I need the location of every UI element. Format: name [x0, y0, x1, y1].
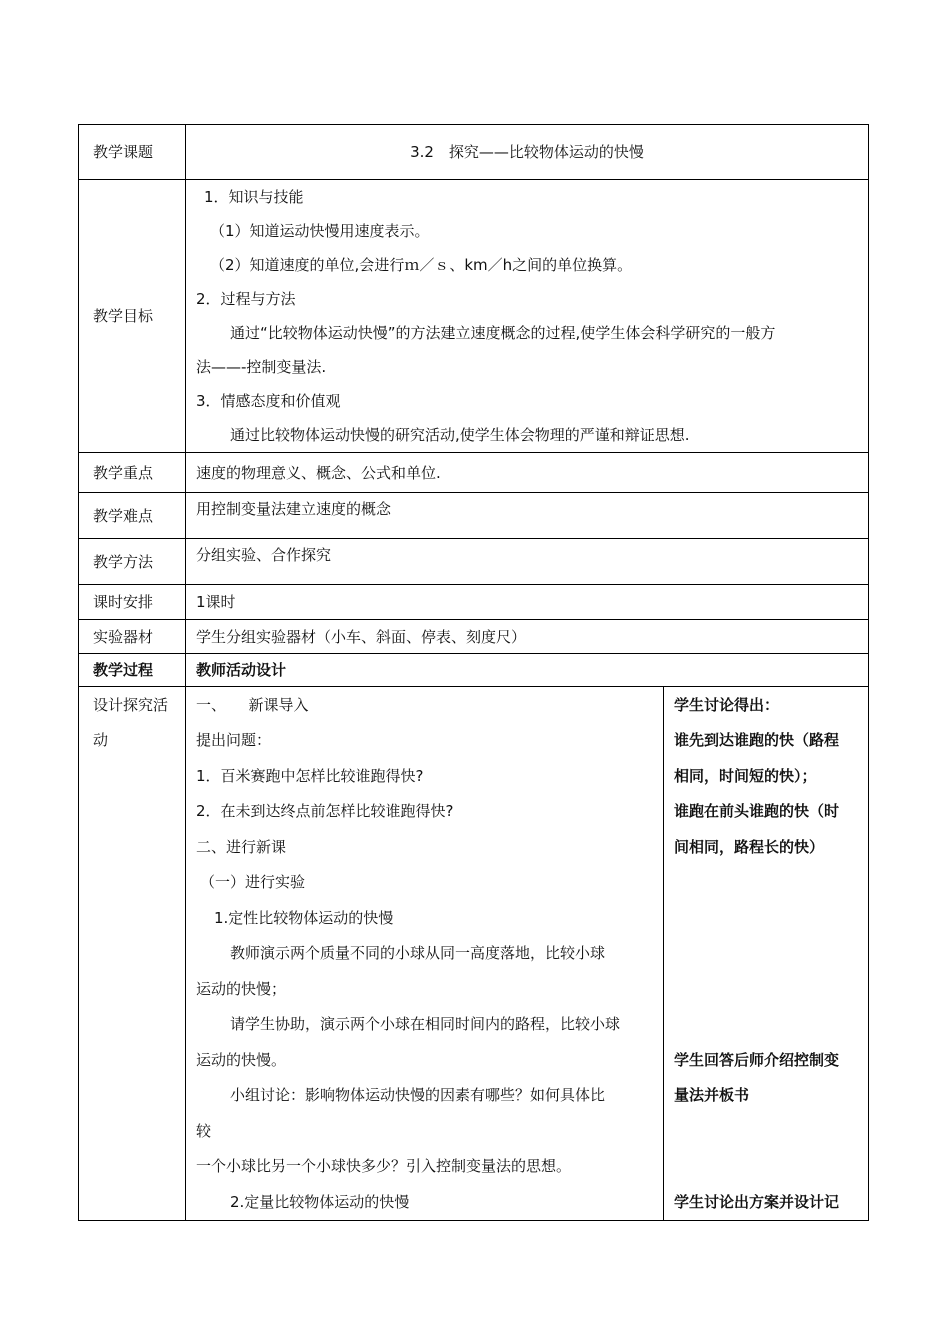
student-line: 相同，时间短的快）； [674, 766, 817, 785]
row-schedule [79, 585, 869, 620]
schedule-label: 课时安排 [79, 585, 186, 620]
schedule-value: 1课时 [186, 585, 869, 620]
objective-line: 通过比较物体运动快慢的研究活动,使学生体会物理的严谨和辩证思想. [230, 426, 690, 444]
objective-line: 2．过程与方法 [196, 290, 296, 308]
student-line [674, 900, 868, 936]
equipment-value: 学生分组实验器材（小车、斜面、停表、刻度尺） [186, 620, 869, 654]
activity-label-line: 动 [93, 731, 109, 750]
topic-label: 教学课题 [79, 125, 186, 180]
process-header-value: 教师活动设计 [186, 654, 869, 687]
teacher-line: （一）进行实验 [200, 873, 306, 892]
objective-line: 3．情感态度和价值观 [196, 392, 341, 410]
row-key-points [79, 453, 869, 493]
lesson-plan-table [78, 124, 869, 1221]
teacher-line: 2.定量比较物体运动的快慢 [230, 1192, 410, 1211]
student-line: 间相同，路程长的快） [674, 837, 825, 856]
difficulties-value: 用控制变量法建立速度的概念 [186, 493, 869, 539]
process-label: 教学过程 [79, 654, 186, 687]
teacher-line: 运动的快慢； [196, 979, 287, 998]
row-process [79, 687, 869, 1221]
objectives-content [186, 180, 869, 453]
row-equipment [79, 620, 869, 654]
student-activity-cell [664, 687, 869, 1221]
row-topic [79, 125, 869, 180]
student-line [674, 1113, 868, 1149]
objective-line: 法——-控制变量法. [196, 358, 327, 376]
student-line: 学生回答后师介绍控制变 [674, 1050, 840, 1069]
difficulties-label: 教学难点 [79, 493, 186, 539]
student-line: 学生讨论得出： [674, 695, 780, 714]
objective-line: （2）知道速度的单位,会进行ｍ／ｓ、km／h之间的单位换算。 [210, 256, 633, 274]
teacher-line: 2．在未到达终点前怎样比较谁跑得快? [196, 802, 454, 821]
topic-value: 3.2 探究——比较物体运动的快慢 [186, 125, 869, 180]
teacher-line: 1.定性比较物体运动的快慢 [214, 908, 394, 927]
row-process-header [79, 654, 869, 687]
student-line [674, 865, 868, 901]
methods-label: 教学方法 [79, 539, 186, 585]
student-line [674, 1149, 868, 1185]
teacher-line: 小组讨论：影响物体运动快慢的因素有哪些？如何具体比 [230, 1086, 606, 1105]
student-line: 学生讨论出方案并设计记 [674, 1192, 840, 1211]
objective-line: 通过“比较物体运动快慢”的方法建立速度概念的过程,使学生体会科学研究的一般方 [230, 324, 776, 342]
teacher-line: 一个小球比另一个小球快多少？引入控制变量法的思想。 [196, 1157, 572, 1176]
teacher-line: 请学生协助，演示两个小球在相同时间内的路程，比较小球 [230, 1015, 621, 1034]
activity-label-line: 设计探究活 [93, 695, 169, 714]
equipment-label: 实验器材 [79, 620, 186, 654]
student-line [674, 971, 868, 1007]
row-difficulties [79, 493, 869, 539]
teacher-line: 教师演示两个质量不同的小球从同一高度落地，比较小球 [230, 944, 606, 963]
teacher-line: 1．百米赛跑中怎样比较谁跑得快? [196, 766, 424, 785]
student-line [674, 1007, 868, 1043]
teacher-line: 运动的快慢。 [196, 1050, 287, 1069]
key-points-value: 速度的物理意义、概念、公式和单位. [186, 453, 869, 493]
key-points-label: 教学重点 [79, 453, 186, 493]
student-line: 谁跑在前头谁跑的快（时 [674, 802, 840, 821]
student-line: 量法并板书 [674, 1086, 750, 1105]
teacher-line: 较 [196, 1121, 212, 1140]
student-line [674, 936, 868, 972]
teacher-line: 一、 新课导入 [196, 695, 309, 714]
teacher-activity-cell [186, 687, 664, 1221]
student-line: 谁先到达谁跑的快（路程 [674, 731, 840, 750]
objectives-label: 教学目标 [79, 180, 186, 453]
teacher-line: 二、进行新课 [196, 837, 287, 856]
teacher-line: 提出问题： [196, 731, 272, 750]
row-methods [79, 539, 869, 585]
objective-line: （1）知道运动快慢用速度表示。 [210, 222, 430, 240]
objective-line: 1．知识与技能 [204, 188, 304, 206]
process-activity-label [79, 687, 186, 1221]
methods-value: 分组实验、合作探究 [186, 539, 869, 585]
row-objectives [79, 180, 869, 453]
